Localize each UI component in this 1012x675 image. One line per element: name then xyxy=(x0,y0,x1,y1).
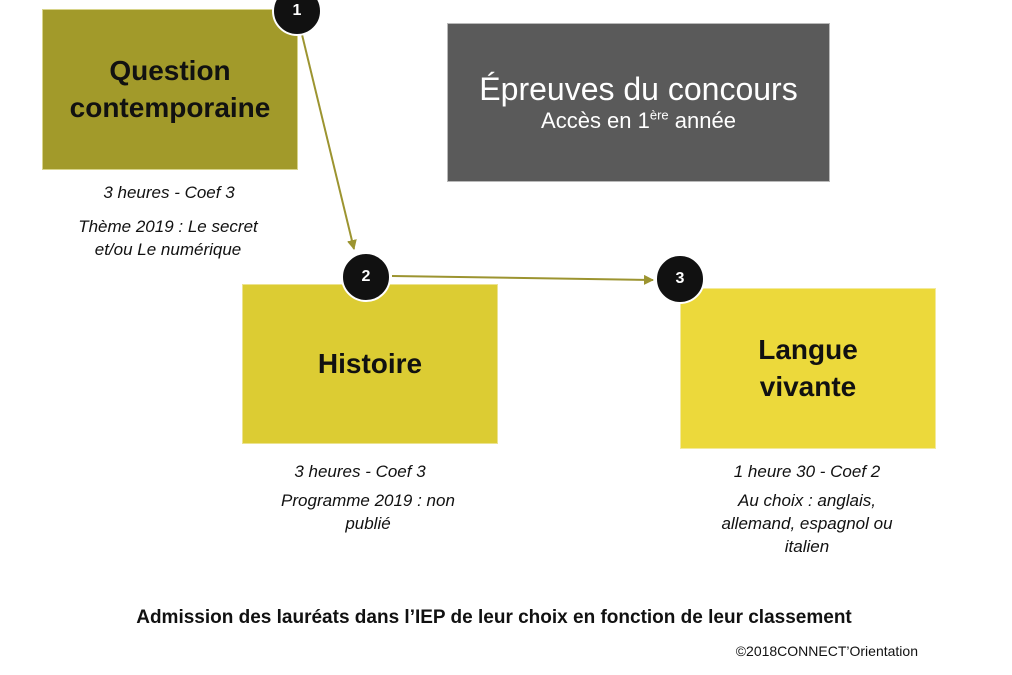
header-box xyxy=(447,23,830,182)
step-1-title: Question contemporaine xyxy=(69,55,271,123)
header-subtitle: Accès en 1ère année xyxy=(541,107,736,133)
step-2-badge: 2 xyxy=(341,252,391,302)
copyright: ©2018CONNECT’Orientation xyxy=(735,643,918,659)
step-1-details: Thème 2019 : Le secret et/ou Le numérique xyxy=(78,217,258,259)
arrow-1-to-2 xyxy=(297,14,354,249)
step-2-box xyxy=(242,284,498,444)
footer-text: Admission des lauréats dans l’IEP de leur choix en fonction de leur classement xyxy=(136,607,852,628)
step-1-box xyxy=(42,9,298,170)
step-2-title: Histoire xyxy=(317,347,423,379)
step-3-details: Au choix : anglais, allemand, espagnol ou italien xyxy=(721,491,893,556)
step-3-duration: 1 heure 30 - Coef 2 xyxy=(733,462,881,481)
step-3-badge: 3 xyxy=(655,254,705,304)
step-3-title: Langue vivante xyxy=(758,334,858,402)
arrow-2-to-3 xyxy=(392,276,653,280)
step-1-duration: 3 heures - Coef 3 xyxy=(103,183,235,202)
header-title: Épreuves du concours xyxy=(479,70,798,107)
step-2-duration: 3 heures - Coef 3 xyxy=(294,462,426,481)
step-2-details: Programme 2019 : non publié xyxy=(281,491,455,533)
step-1-badge: 1 xyxy=(272,0,322,36)
step-3-box xyxy=(680,288,936,449)
